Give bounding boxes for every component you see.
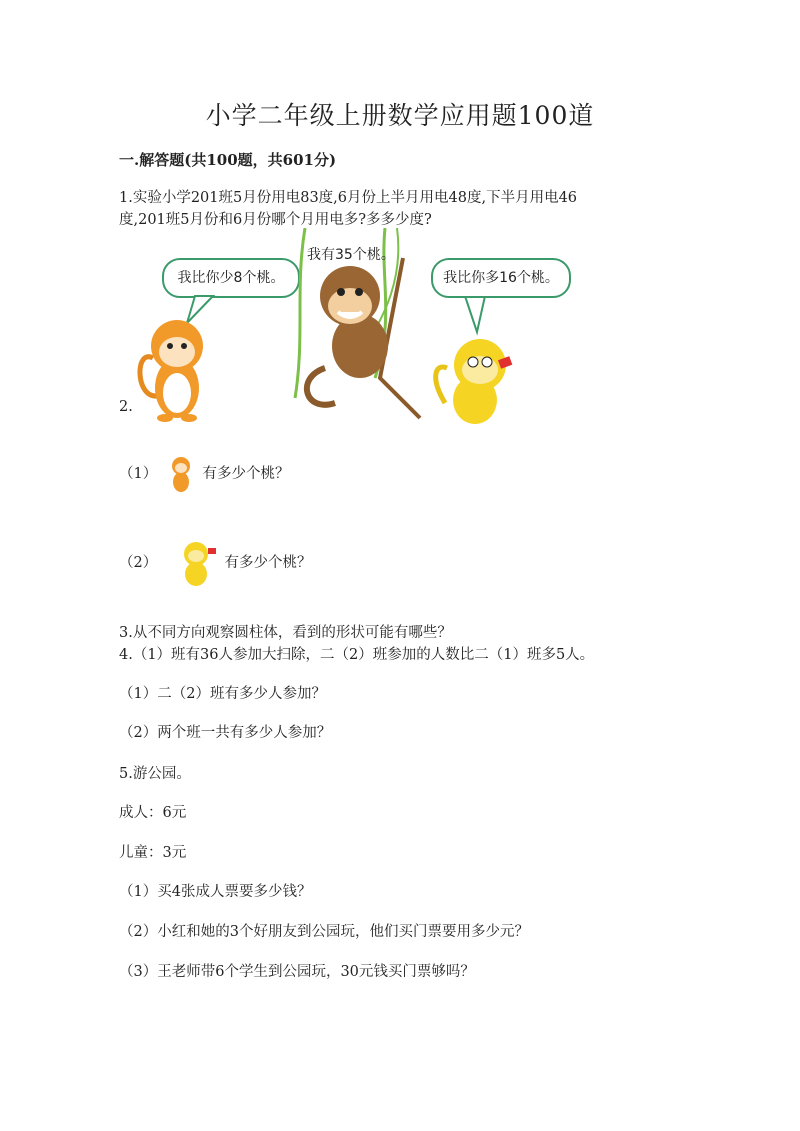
section-heading: 一.解答题(共100题，共601分) — [119, 151, 337, 169]
question-2-sub-2-text: 有多少个桃？ — [224, 555, 312, 571]
question-2-sub-1 — [119, 454, 519, 494]
question-3: 3.从不同方向观察圆柱体，看到的形状可能有哪些？ — [119, 625, 452, 641]
small-right-monkey-icon — [176, 538, 220, 588]
question-5-stem: 5.游公园。 — [119, 766, 191, 782]
question-4-stem: 4.（1）班有36人参加大扫除，二（2）班参加的人数比二（1）班多5人。 — [119, 647, 595, 663]
question-4-sub-2: （2）两个班一共有多少人参加？ — [119, 725, 332, 741]
question-1-line-1: 1.实验小学201班5月份用电83度,6月份上半月用电48度,下半月用电46 — [119, 190, 578, 206]
question-1 — [119, 187, 679, 231]
question-5-sub-2: （2）小红和她的3个好朋友到公园玩，他们买门票要用多少元？ — [119, 924, 529, 940]
question-2-sub-1-text: 有多少个桃？ — [202, 466, 290, 482]
question-5-adult-price: 成人：6元 — [119, 805, 187, 821]
question-4-sub-1: （1）二（2）班有多少人参加？ — [119, 686, 326, 702]
question-2-sub-2 — [119, 538, 519, 588]
middle-monkey-icon — [307, 266, 388, 405]
question-5-sub-3: （3）王老师带6个学生到公园玩，30元钱买门票够吗？ — [119, 964, 475, 980]
question-1-line-2: 度,201班5月份和6月份哪个月用电多?多多少度? — [119, 212, 432, 228]
right-monkey-icon — [436, 339, 513, 424]
middle-monkey-speech: 我有35个桃。 — [307, 247, 395, 263]
left-monkey-icon — [140, 320, 203, 422]
question-2-sub-2-label: （2） — [119, 555, 158, 571]
page-title: 小学二年级上册数学应用题100道 — [205, 101, 595, 130]
small-left-monkey-icon — [168, 454, 194, 494]
speech-bubble-right-text: 我比你多16个桃。 — [443, 270, 559, 286]
question-2-sub-1-label: （1） — [119, 466, 158, 482]
monkey-illustration — [135, 228, 575, 438]
question-5-child-price: 儿童：3元 — [119, 845, 187, 861]
question-2-number: 2. — [119, 399, 133, 415]
speech-bubble-right — [431, 258, 571, 298]
question-5-sub-1: （1）买4张成人票要多少钱？ — [119, 884, 312, 900]
speech-bubble-left-text: 我比你少8个桃。 — [177, 270, 285, 286]
